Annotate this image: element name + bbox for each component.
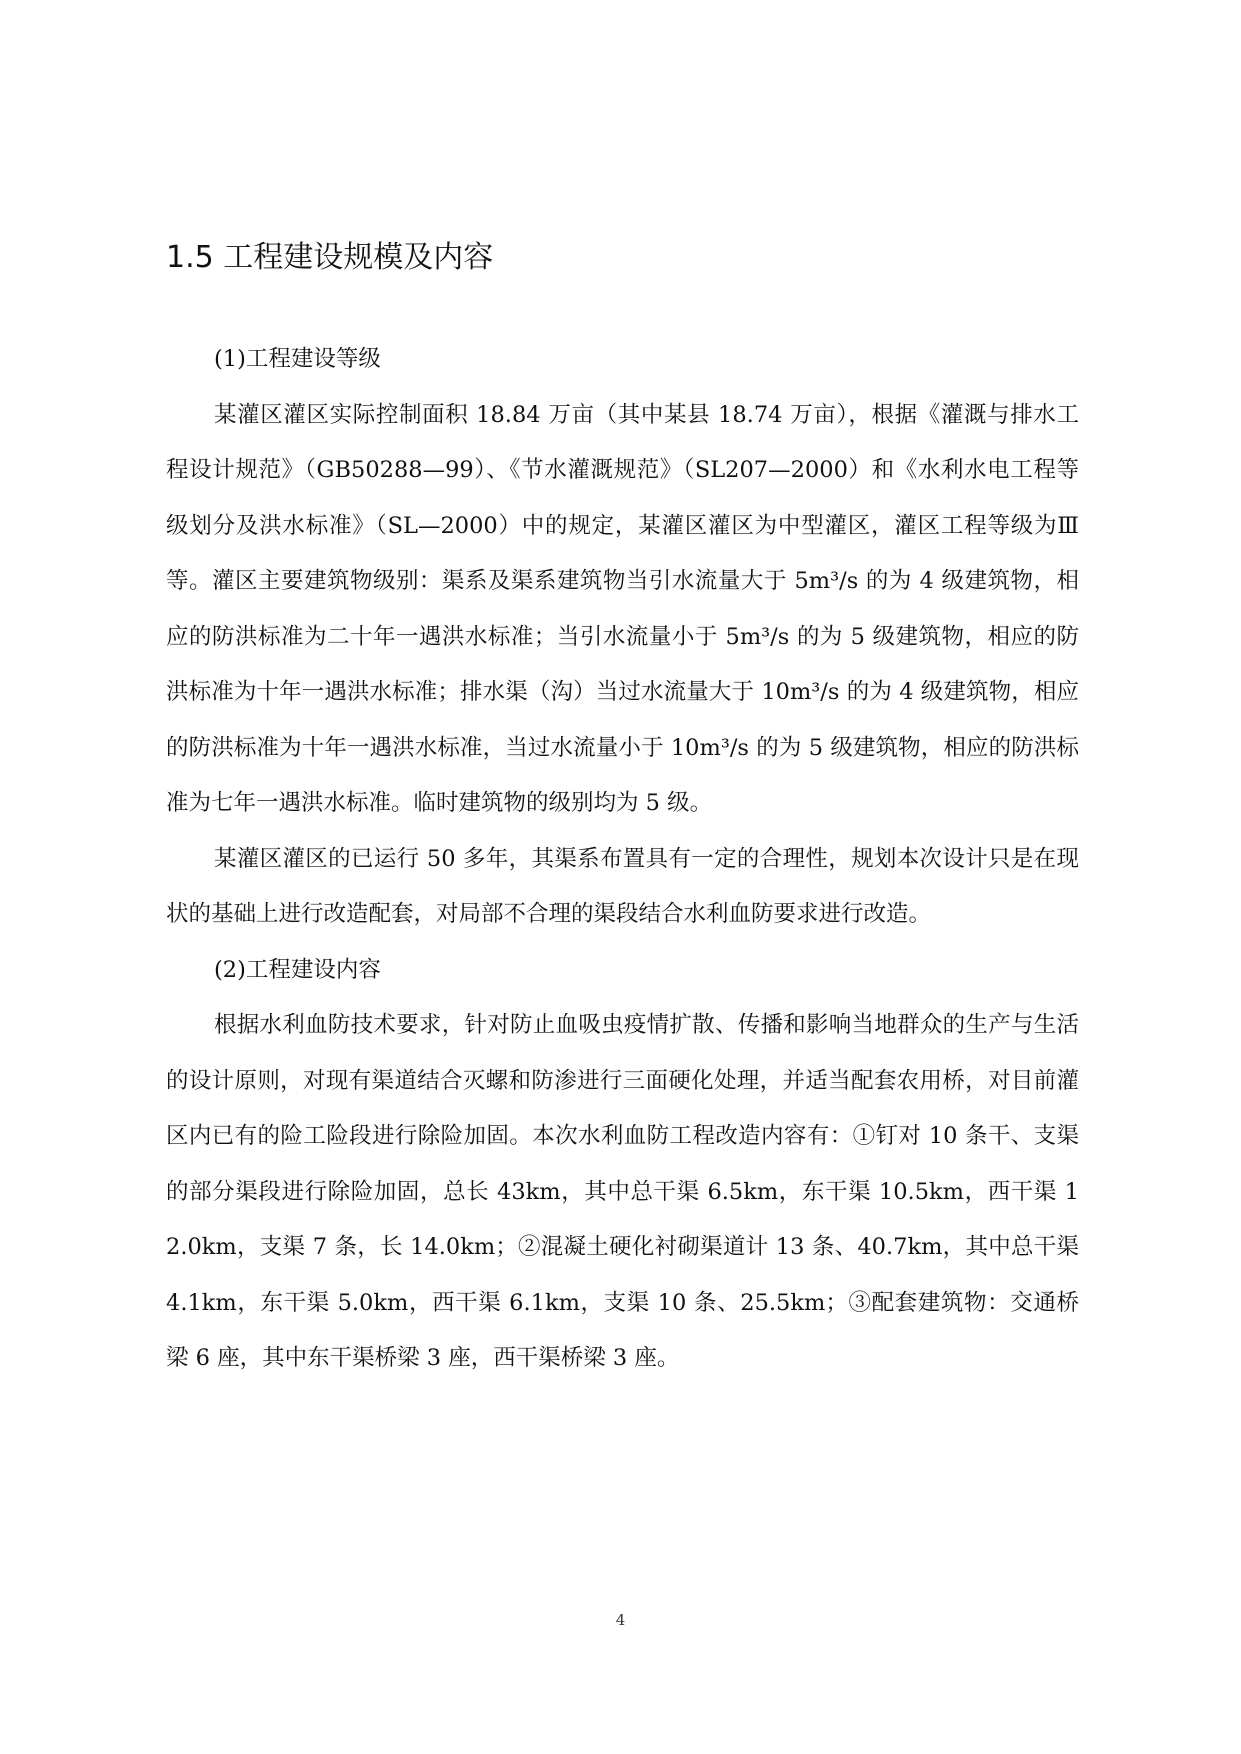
paragraph-canal-history: 某灌区灌区的已运行 50 多年，其渠系布置具有一定的合理性，规划本次设计只是在现状的基础上进行改造配套，对局部不合理的渠段结合水利血防要求进行改造。 — [166, 845, 1079, 927]
paragraph-grade-classification: 某灌区灌区实际控制面积 18.84 万亩（其中某县 18.74 万亩），根据《灌溉与排水工程设计规范》（GB50288—99）、《节水灌溉规范》（SL207—2000）和《水利水电工程等级划分及洪水标准》（SL—2000）中的规定，某灌区灌区为中型灌区，灌区工程等级为Ⅲ等。灌区主要建筑物级别：渠系及渠系建筑物当引水流量大于 5m³/s 的为 4 级建筑物，相应的防洪标准为二十年一遇洪水标准；当引水流量小于 5m³/s 的为 5 级建筑物，相应的防洪标准为十年一遇洪水标准；排水渠（沟）当过水流量大于 10m³/s 的为 4 级建筑物，相应的防洪标准为十年一遇洪水标准，当过水流量小于 10m³/s 的为 5 级建筑物，相应的防洪标准为七年一遇洪水标准。临时建筑物的级别均为 5 级。 — [166, 401, 1079, 816]
subsection-heading-construction-grade: (1)工程建设等级 — [214, 346, 381, 372]
page-number: 4 — [615, 1611, 626, 1629]
subsection-heading-construction-content: (2)工程建设内容 — [214, 956, 381, 983]
paragraph-construction-content: 根据水利血防技术要求，针对防止血吸虫疫情扩散、传播和影响当地群众的生产与生活的设计原则，对现有渠道结合灭螺和防渗进行三面硬化处理，并适当配套农用桥，对目前灌区内已有的险工险段进行除险加固。本次水利血防工程改造内容有：①钉对 10 条干、支渠的部分渠段进行除险加固，总长 43km，其中总干渠 6.5km，东干渠 10.5km，西干渠 12.0km，支渠 7 条，长 14.0km；②混凝土硬化衬砌渠道计 13 条、40.7km，其中总干渠 4.1km，东干渠 5.0km，西干渠 6.1km，支渠 10 条、25.5km；③配套建筑物：交通桥梁 6 座，其中东干渠桥梁 3 座，西干渠桥梁 3 座。 — [166, 1012, 1079, 1371]
section-title: 1.5 工程建设规模及内容 — [166, 240, 494, 275]
page-content — [166, 236, 1079, 1387]
